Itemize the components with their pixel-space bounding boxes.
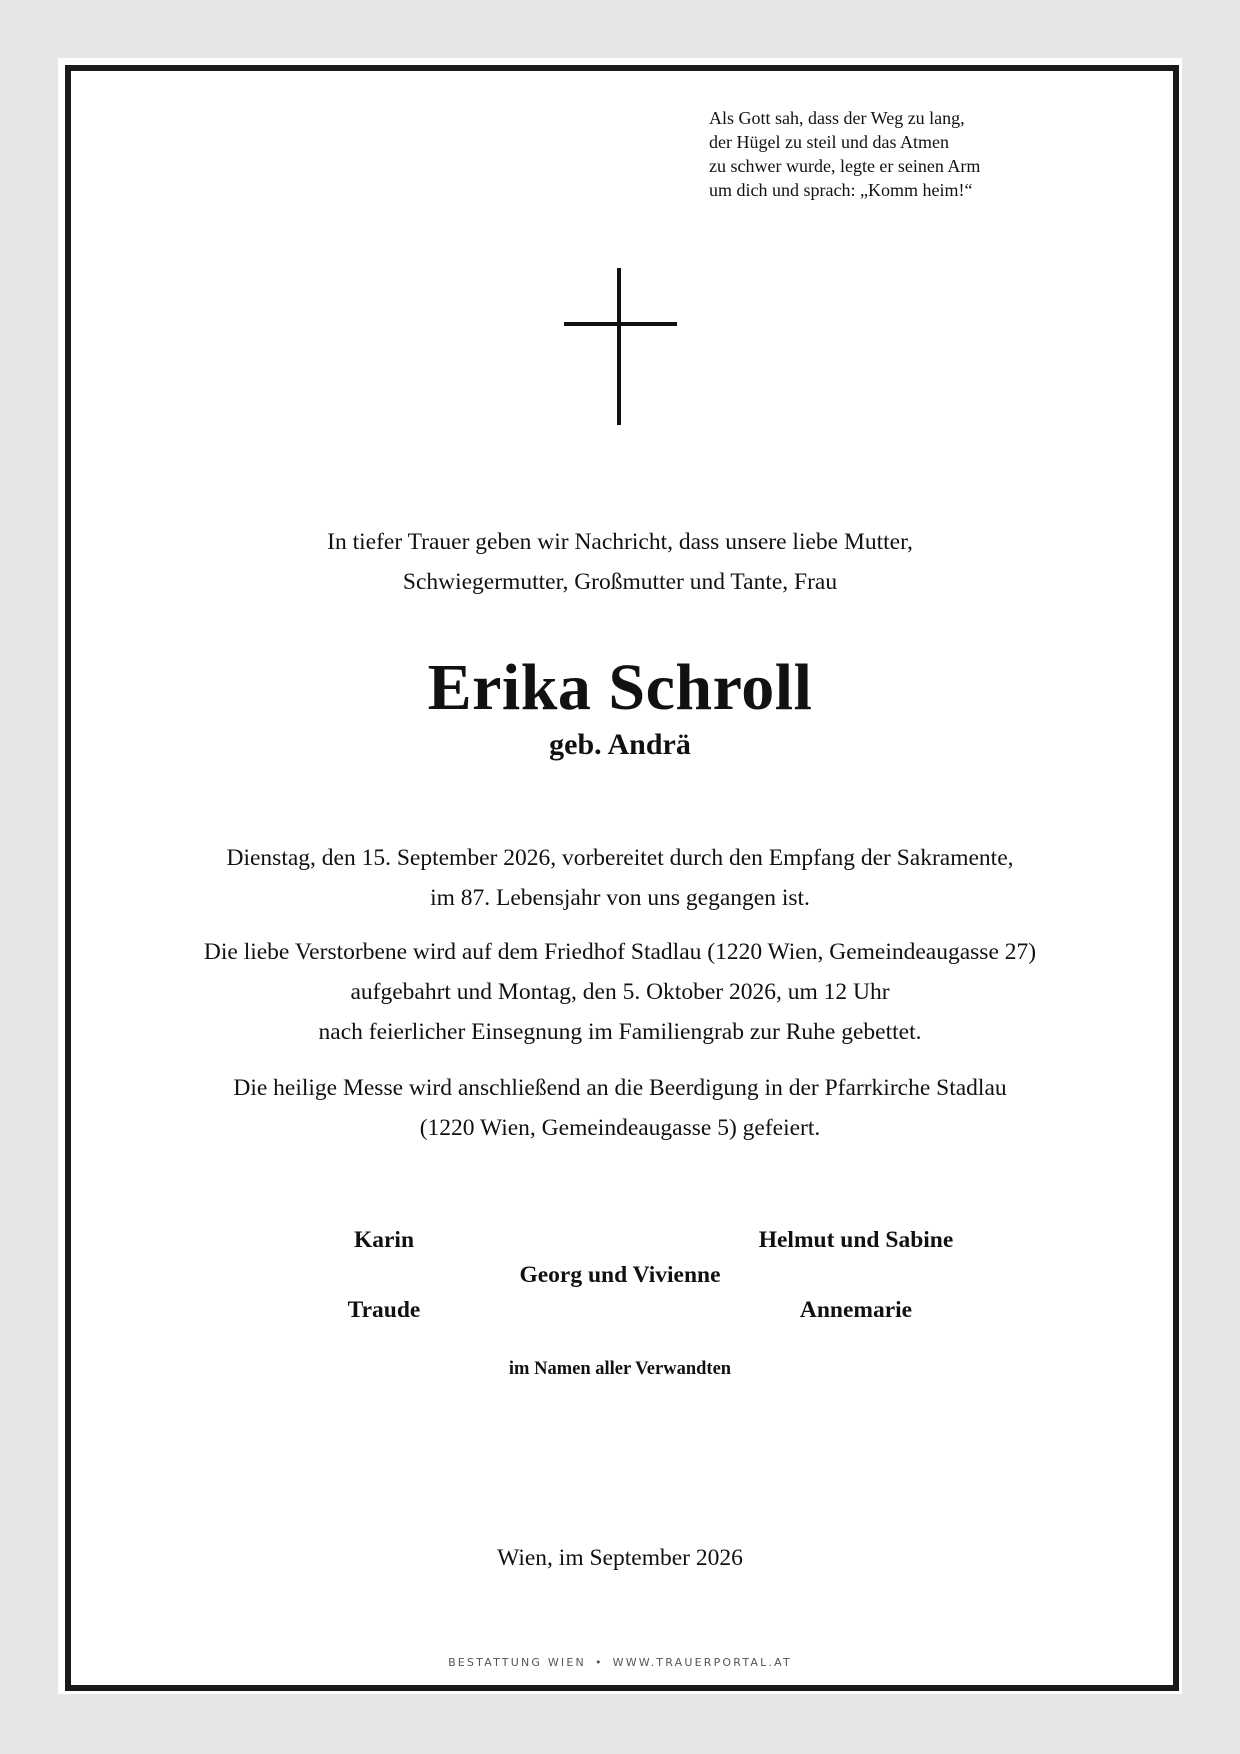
footer — [0, 1656, 1240, 1669]
burial-paragraph — [0, 932, 1240, 1052]
mourner-annemarie: Annemarie — [799, 1297, 913, 1323]
burial-line: nach feierlicher Einsegnung im Familiengrab zur Ruhe gebettet. — [318, 1019, 922, 1045]
quote-line: zu schwer wurde, legte er seinen Arm — [709, 156, 981, 176]
quote-line: Als Gott sah, dass der Weg zu lang, — [709, 108, 965, 128]
burial-line: aufgebahrt und Montag, den 5. Oktober 2026, um 12 Uhr — [350, 979, 890, 1005]
mourner-traude: Traude — [347, 1297, 421, 1323]
deceased-name: Erika Schroll — [427, 651, 813, 724]
death-line: Dienstag, den 15. September 2026, vorbereitet durch den Empfang der Sakramente, — [226, 845, 1014, 871]
quote-line: der Hügel zu steil und das Atmen — [709, 132, 949, 152]
place-date: Wien, im September 2026 — [497, 1545, 743, 1571]
mourner-karin: Karin — [353, 1227, 415, 1253]
intro-line: Schwiegermutter, Großmutter und Tante, Frau — [402, 569, 838, 595]
mass-line: (1220 Wien, Gemeindeaugasse 5) gefeiert. — [419, 1115, 821, 1141]
footer-website: WWW.TRAUERPORTAL.AT — [612, 1656, 792, 1669]
burial-line: Die liebe Verstorbene wird auf dem Friedhof Stadlau (1220 Wien, Gemeindeaugasse 27) — [203, 939, 1037, 965]
quote-line: um dich und sprach: „Komm heim!“ — [709, 180, 973, 200]
intro-line: In tiefer Trauer geben wir Nachricht, dass unsere liebe Mutter, — [327, 529, 913, 555]
birth-name: geb. Andrä — [549, 728, 691, 761]
intro-paragraph — [0, 522, 1240, 602]
death-paragraph — [0, 838, 1240, 918]
mourner-georg-vivienne: Georg und Vivienne — [519, 1262, 721, 1288]
footer-brand: BESTATTUNG WIEN — [448, 1656, 586, 1669]
quote-block — [709, 106, 1029, 202]
mass-line: Die heilige Messe wird anschließend an die Beerdigung in der Pfarrkirche Stadlau — [233, 1075, 1007, 1101]
mourner-helmut-sabine: Helmut und Sabine — [758, 1227, 954, 1253]
mass-paragraph — [0, 1068, 1240, 1148]
death-line: im 87. Lebensjahr von uns gegangen ist. — [430, 885, 810, 911]
relatives-note: im Namen aller Verwandten — [508, 1359, 732, 1379]
footer-separator: • — [594, 1656, 604, 1669]
